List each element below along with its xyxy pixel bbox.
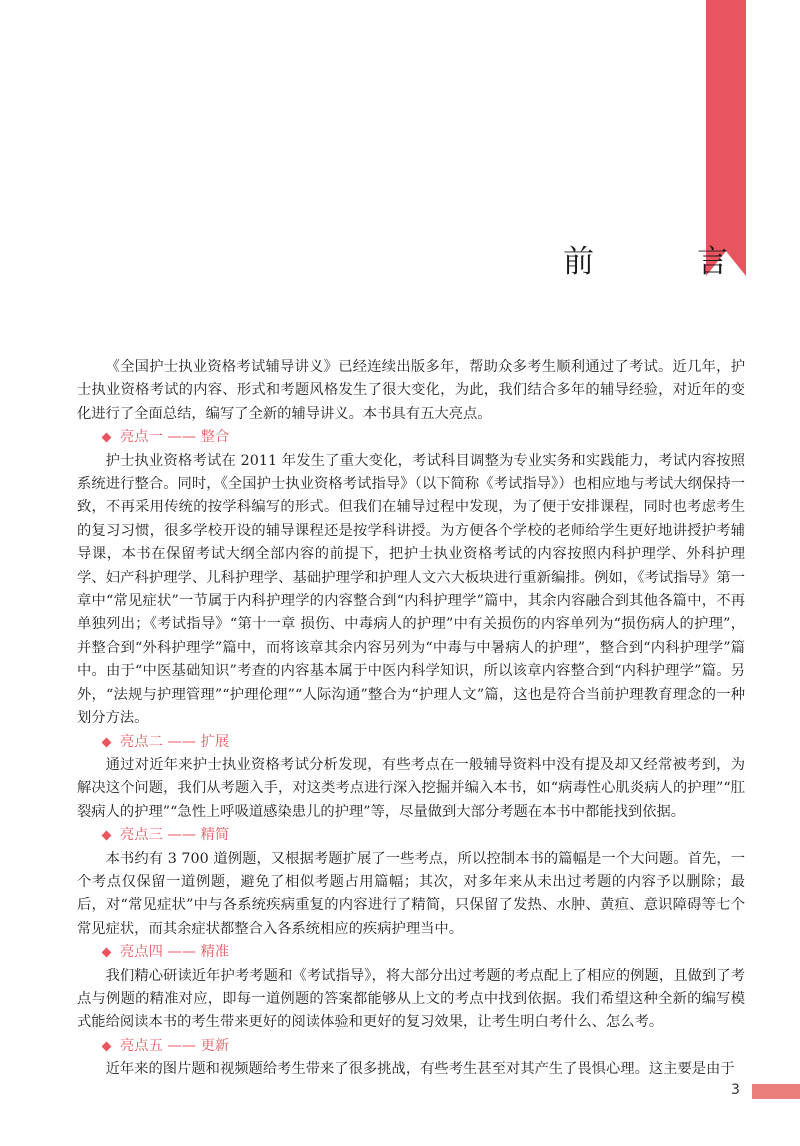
highlight-heading-text: 亮点三 —— 精简 xyxy=(120,827,230,844)
diamond-bullet-icon xyxy=(102,948,112,958)
page-number: 3 xyxy=(731,1082,740,1098)
highlight-heading xyxy=(77,1035,745,1058)
highlight-heading xyxy=(77,426,745,449)
highlight-heading xyxy=(77,824,745,847)
intro-paragraph: 《全国护士执业资格考试辅导讲义》已经连续出版多年，帮助众多考生顺利通过了考试。近几年，护士执业资格考试的内容、形式和考题风格发生了很大变化，为此，我们结合多年的辅导经验，对近年的变化进行了全面总结，编写了全新的辅导讲义。本书具有五大亮点。 xyxy=(77,359,745,422)
highlight-heading-text: 亮点二 —— 扩展 xyxy=(120,733,230,750)
bookmark-ribbon xyxy=(706,0,746,276)
body-paragraph: 护士执业资格考试在 2011 年发生了重大变化，考试科目调整为专业实务和实践能力，考试内容按照系统进行整合。同时，《全国护士执业资格考试指导》（以下简称《考试指导》）也相应地与考试大纲保持一致，不再采用传统的按学科编写的形式。但我们在辅导过程中发现，为了便于安排课程，同时也考虑考生的复习习惯，很多学校开设的辅导课程还是按学科讲授。为方便各个学校的老师给学生更好地讲授护考辅导课，本书在保留考试大纲全部内容的前提下，把护士执业资格考试的内容按照内科护理学、外科护理学、妇产科护理学、儿科护理学、基础护理学和护理人文六大板块进行重新编排。例如，《考试指导》第一章中“常见症状”一节属于内科护理学的内容整合到“内科护理学”篇中，其余内容融合到其他各篇中，不再单独列出；《考试指导》“第十一章 损伤、中毒病人的护理”中有关损伤的内容单列为“损伤病人的护理”，并整合到“外科护理学”篇中，而将该章其余内容另列为“中毒与中暑病人的护理”，整合到“内科护理学”篇中。由于“中医基础知识”考查的内容基本属于中医内科学知识，所以该章内容整合到“内科护理学”篇。另外，“法规与护理管理”“护理伦理”“人际沟通”整合为“护理人文”篇，这也是符合当前护理教育理念的一种划分方法。 xyxy=(77,452,745,727)
page-title: 前 言 xyxy=(563,244,764,280)
diamond-bullet-icon xyxy=(102,1042,112,1052)
highlight-heading-text: 亮点一 —— 整合 xyxy=(120,429,230,446)
diamond-bullet-icon xyxy=(102,831,112,841)
body-paragraph: 通过对近年来护士执业资格考试分析发现，有些考点在一般辅导资料中没有提及却又经常被考到，为解决这个问题，我们从考题入手，对这类考点进行深入挖掘并编入本书，如“病毒性心肌炎病人的护理”“肛裂病人的护理”“急性上呼吸道感染患儿的护理”等，尽量做到大部分考题在本书中都能找到依据。 xyxy=(77,756,745,820)
diamond-bullet-icon xyxy=(102,737,112,747)
body-paragraph: 近年来的图片题和视频题给考生带来了很多挑战，有些考生甚至对其产生了畏惧心理。这主要是由于 xyxy=(105,1061,735,1078)
highlight-heading xyxy=(77,941,745,964)
footer-accent-bar xyxy=(752,1084,800,1099)
highlight-heading-text: 亮点四 —— 精准 xyxy=(120,944,230,961)
preface-body xyxy=(77,356,745,1082)
diamond-bullet-icon xyxy=(102,433,112,443)
body-paragraph: 本书约有 3 700 道例题，又根据考题扩展了一些考点，所以控制本书的篇幅是一个大问题。首先，一个考点仅保留一道例题，避免了相似考题占用篇幅；其次，对多年来从未出过考题的内容予以删除；最后，对“常见症状”中与各系统疾病重复的内容进行了精简，只保留了发热、水肿、黄疸、意识障碍等七个常见症状，而其余症状都整合入各系统相应的疾病护理当中。 xyxy=(77,850,745,937)
highlight-heading-text: 亮点五 —— 更新 xyxy=(120,1037,230,1054)
body-paragraph: 我们精心研读近年护考考题和《考试指导》，将大部分出过考题的考点配上了相应的例题，且做到了考点与例题的精准对应，即每一道例题的答案都能够从上文的考点中找到依据。我们希望这种全新的编写模式能给阅读本书的考生带来更好的阅读体验和更好的复习效果，让考生明白考什么、怎么考。 xyxy=(77,967,745,1031)
highlight-heading xyxy=(77,731,745,754)
